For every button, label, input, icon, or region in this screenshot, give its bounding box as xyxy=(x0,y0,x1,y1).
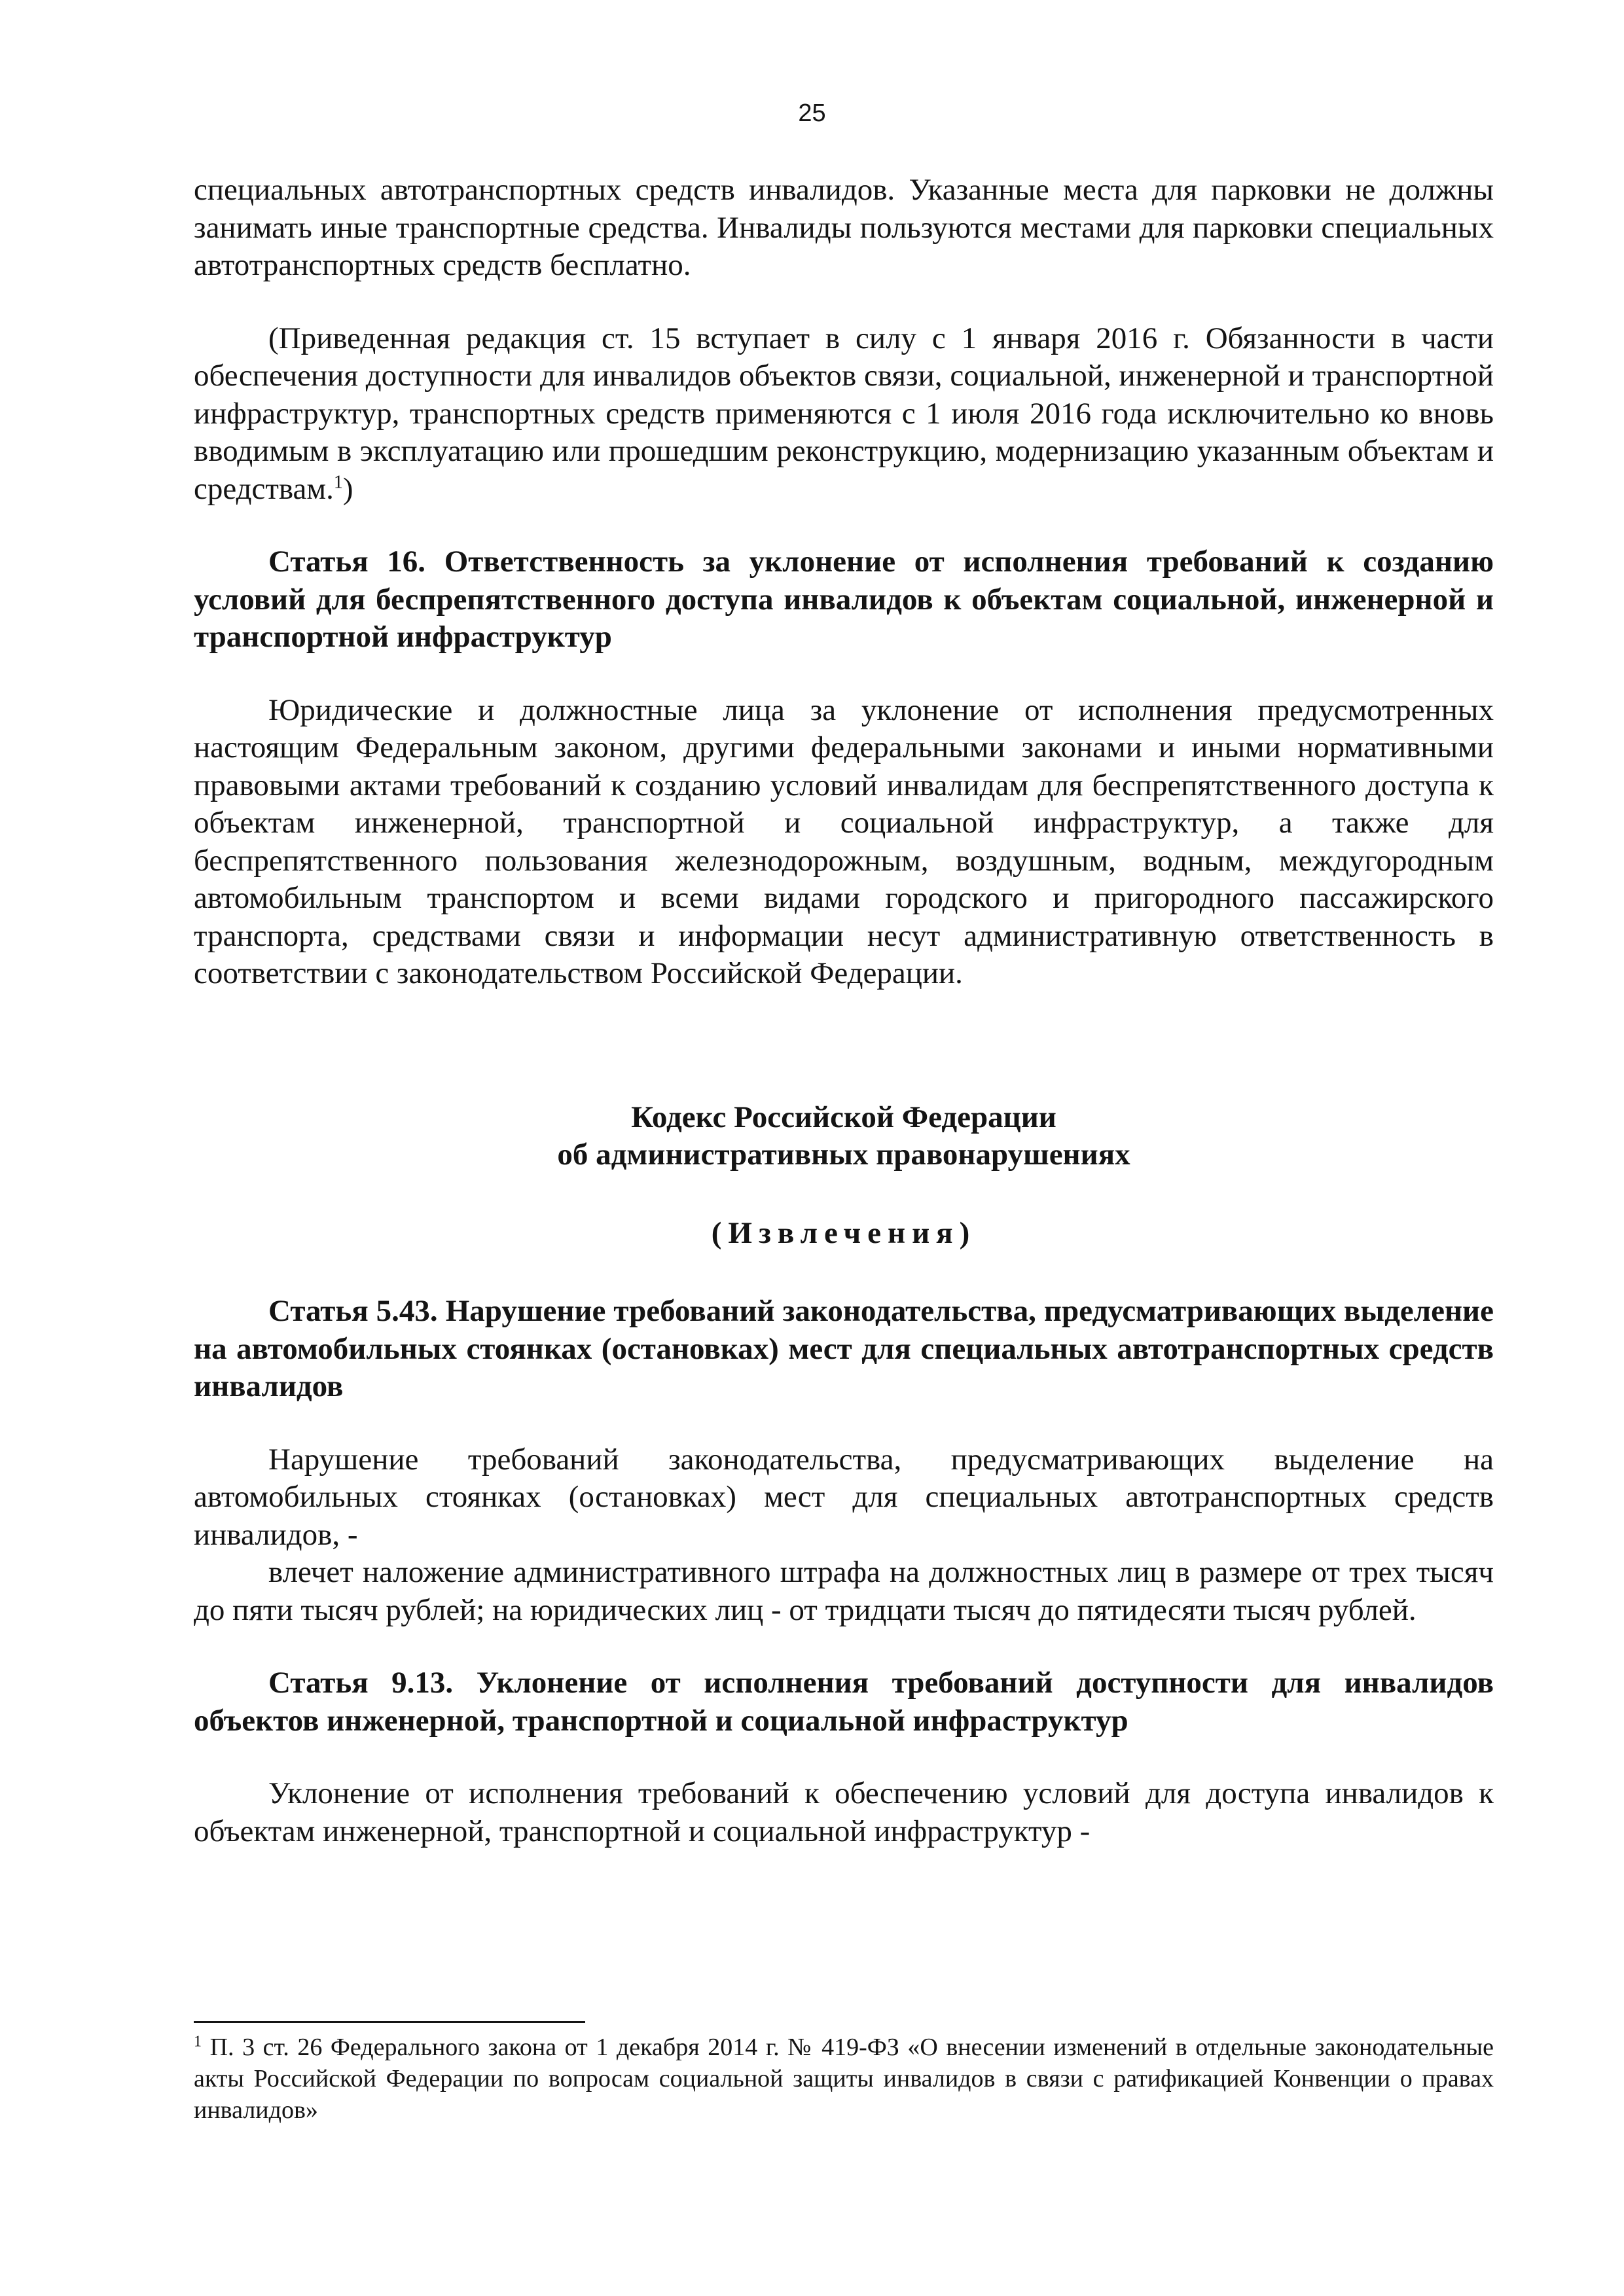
paragraph-edition-note xyxy=(194,320,1494,509)
article-5-43-body-disposition: Нарушение требований законодательства, предусматривающих выделение на автомобильных стоянках (остановках) мест для специальных автотранспортных средств инвалидов, - xyxy=(194,1442,1494,1552)
article-5-43-body-sanction: влечет наложение административного штрафа на должностных лиц в размере от трех тысяч до пяти тысяч рублей; на юридических лиц - от тридцати тысяч до пятидесяти тысяч рублей. xyxy=(194,1555,1494,1627)
article-16-body: Юридические и должностные лица за уклонение от исполнения предусмотренных настоящим Федеральным законом, другими федеральными законами и иными нормативными правовыми актами требований к созданию условий инвалидам для беспрепятственного доступа к объектам инженерной, транспортной и социальной инфраструктур, а также для беспрепятственного пользования железнодорожным, воздушным, водным, междугородным автомобильным транспортом и всеми видами городского и пригородного пассажирского транспорта, средствами связи и информации несут административную ответственность в соответствии с законодательством Российской Федерации. xyxy=(194,692,1494,990)
spacer xyxy=(194,993,1494,1099)
spacer xyxy=(194,1629,1494,1664)
code-title-line-2: об административных правонарушениях xyxy=(557,1138,1130,1172)
article-5-43-heading: Статья 5.43. Нарушение требований законодательства, предусматривающих выделение на автомобильных стоянках (остановках) мест для специальных автотранспортных средств инвалидов xyxy=(194,1294,1494,1403)
page-number: 25 xyxy=(798,99,826,127)
footnote-reference: 1 xyxy=(333,471,343,492)
spacer xyxy=(194,1252,1494,1293)
code-title-line-1: Кодекс Российской Федерации xyxy=(631,1100,1056,1134)
spacer xyxy=(194,508,1494,543)
spacer xyxy=(194,285,1494,320)
spacer xyxy=(194,1406,1494,1441)
spacer xyxy=(194,1740,1494,1775)
footnote xyxy=(194,2032,1494,2126)
extracts-label: (Извлечения) xyxy=(711,1215,977,1250)
edition-note-text: (Приведенная редакция ст. 15 вступает в силу с 1 января 2016 г. Обязанности в части обеспечения доступности для инвалидов объектов связи, социальной, инженерной и транспортной инфраструктур, транспортных средств применяются с 1 июля 2016 года исключительно ко вновь вводимым в эксплуатацию или прошедшим реконструкцию, модернизацию указанным объектам и средствам. xyxy=(194,321,1494,506)
footnote-separator xyxy=(194,2021,585,2023)
page-content xyxy=(194,171,1494,1850)
footnote-marker: 1 xyxy=(194,2033,202,2051)
footnote-text: П. 3 ст. 26 Федерального закона от 1 декабря 2014 г. № 419-ФЗ «О внесении изменений в отдельные законодательные акты Российской Федерации по вопросам социальной защиты инвалидов в связи с ратификацией Конвенции о правах инвалидов» xyxy=(194,2034,1494,2124)
edition-note-close: ) xyxy=(342,471,353,506)
article-16-heading: Статья 16. Ответственность за уклонение от исполнения требований к созданию условий для беспрепятственного доступа инвалидов к объектам социальной, инженерной и транспортной инфраструктур xyxy=(194,545,1494,654)
article-9-13-body: Уклонение от исполнения требований к обеспечению условий для доступа инвалидов к объектам инженерной, транспортной и социальной инфраструктур - xyxy=(194,1776,1494,1848)
spacer xyxy=(194,656,1494,692)
paragraph-parking-continuation: специальных автотранспортных средств инвалидов. Указанные места для парковки не должны занимать иные транспортные средства. Инвалиды пользуются местами для парковки специальных автотранспортных средств бесплатно. xyxy=(194,173,1494,282)
article-9-13-heading: Статья 9.13. Уклонение от исполнения требований доступности для инвалидов объектов инженерной, транспортной и социальной инфраструктур xyxy=(194,1666,1494,1738)
spacer xyxy=(194,1174,1494,1215)
